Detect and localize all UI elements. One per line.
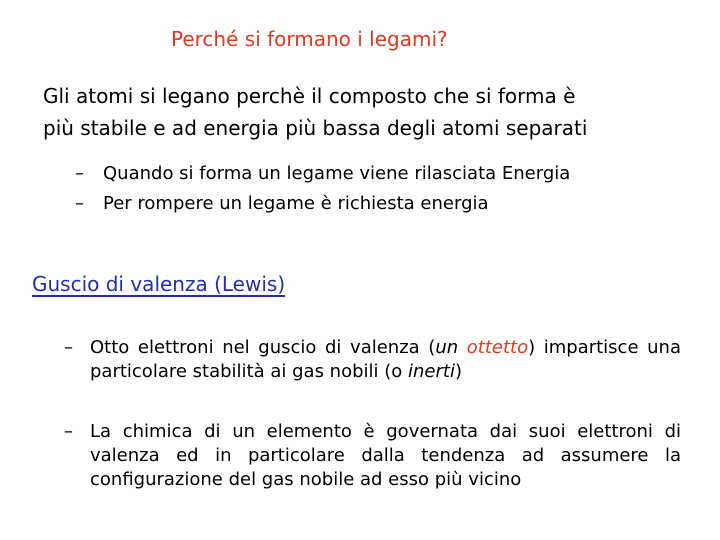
slide-title: Perché si formano i legami?	[171, 27, 448, 51]
bullet-chemistry-text: La chimica di un elemento è governata dai suoi elettroni di valenza ed in particolare dalla tendenza ad assumere la configurazione del gas nobile ad esso più vicino	[90, 421, 681, 490]
bullet-dash: –	[75, 193, 84, 214]
octet-text-un: un	[435, 337, 459, 358]
bullet-dash: –	[64, 421, 73, 442]
bullet-octet	[64, 336, 681, 384]
intro-line-2: più stabile e ad energia più bassa degli atomi separati	[43, 116, 588, 140]
intro-paragraph	[43, 80, 703, 144]
octet-text-part3: )	[454, 361, 462, 382]
bullet-text: Per rompere un legame è richiesta energia	[103, 193, 489, 214]
octet-term: ottetto	[466, 337, 529, 358]
bullet-chemistry	[64, 420, 681, 492]
bullet-octet-text	[90, 336, 681, 384]
inert-term: inerti	[408, 361, 455, 382]
octet-text-part2: ) impartisce una particolare stabilità ai gas nobili (o	[90, 337, 681, 382]
intro-line-1: Gli atomi si legano perchè il composto che si forma è	[43, 84, 576, 108]
bullet-text: Quando si forma un legame viene rilasciata Energia	[103, 163, 571, 184]
bullet-dash: –	[64, 337, 73, 358]
octet-text-part1: Otto elettroni nel guscio di valenza (	[90, 337, 436, 358]
bullet-dash: –	[75, 163, 84, 184]
section-heading-valence-shell: Guscio di valenza (Lewis)	[32, 272, 286, 296]
